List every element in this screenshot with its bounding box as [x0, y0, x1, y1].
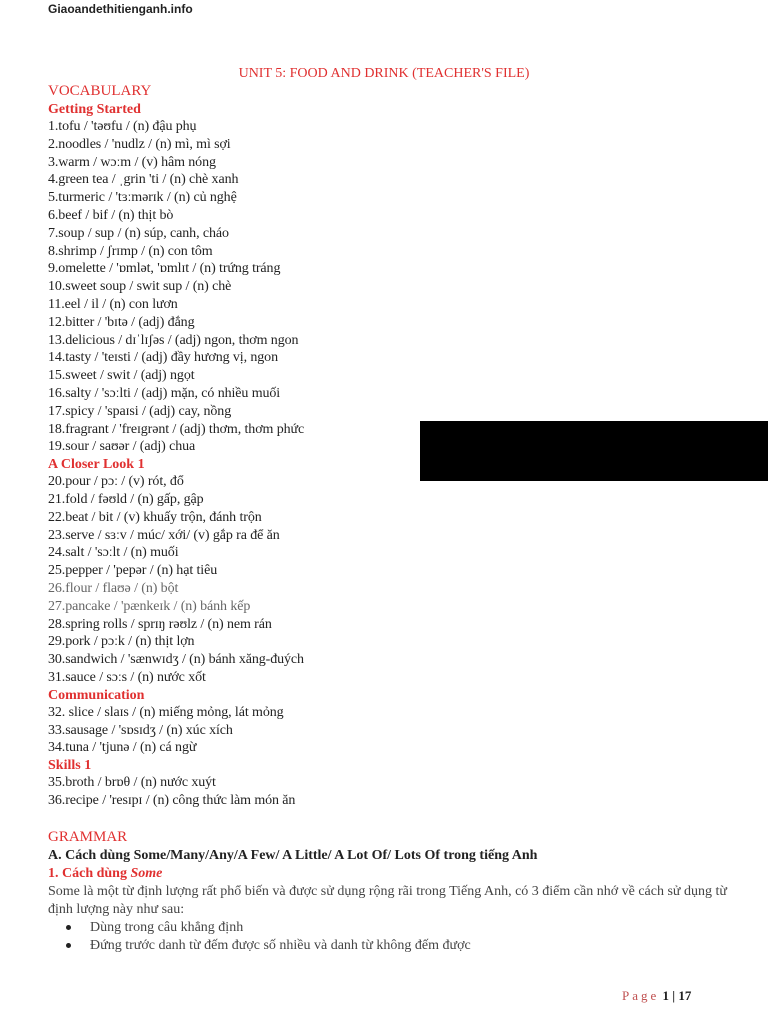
vocab-item: 29.pork / pɔːk / (n) thịt lợn: [48, 634, 195, 650]
vocab-item: 2.noodles / 'nudlz / (n) mì, mì sợi: [48, 136, 231, 152]
vocab-item: 11.eel / il / (n) con lươn: [48, 296, 178, 312]
section-heading: A Closer Look 1: [48, 457, 145, 473]
vocab-item: 23.serve / sɜːv / múc/ xới/ (v) gắp ra để ăn: [48, 527, 280, 543]
vocab-item: 27.pancake / 'pænkeɪk / (n) bánh kếp: [48, 598, 251, 614]
vocab-item: 19.sour / saʊər / (adj) chua: [48, 439, 196, 455]
vocab-item: 16.salty / 'sɔːlti / (adj) mặn, có nhiều muối: [48, 385, 281, 401]
vocab-item: 35.broth / brɒθ / (n) nước xuýt: [48, 775, 216, 791]
vocab-item: 6.beef / bif / (n) thịt bò: [48, 207, 174, 223]
vocab-item: 10.sweet soup / swit sup / (n) chè: [48, 279, 232, 295]
vocab-item: 21.fold / fəʊld / (n) gấp, gập: [48, 491, 204, 507]
vocab-item: 9.omelette / 'ɒmlət, 'ɒmlɪt / (n) trứng tráng: [48, 261, 281, 277]
vocab-item: 7.soup / sup / (n) súp, canh, cháo: [48, 225, 229, 241]
vocabulary-heading: VOCABULARY: [48, 83, 152, 99]
site-header: Giaoandethitienganh.info: [48, 2, 193, 16]
bullet-icon: [66, 943, 71, 948]
list-item: [48, 937, 748, 955]
vocab-item: 31.sauce / sɔːs / (n) nước xốt: [48, 669, 206, 685]
spacer: [48, 810, 748, 828]
vocab-item: 26.flour / flaʊə / (n) bột: [48, 580, 179, 596]
grammar-paragraph: Some là một từ định lượng rất phổ biến và được sử dụng rộng rãi trong Tiếng Anh, có 3 điểm cần nhớ về cách sử dụng từ định lượng này như sau:: [48, 883, 727, 917]
vocab-item: 25.pepper / 'pepər / (n) hạt tiêu: [48, 563, 218, 579]
section-heading: Skills 1: [48, 758, 92, 774]
vocab-list: [48, 118, 748, 456]
document-body: [48, 82, 748, 955]
vocab-item: 34.tuna / 'tjunə / (n) cá ngừ: [48, 740, 197, 756]
vocab-item: 12.bitter / 'bɪtə / (adj) đắng: [48, 314, 195, 330]
vocab-list: [48, 774, 748, 810]
bullet-list: [48, 919, 748, 955]
grammar-subsection-title: [48, 865, 748, 883]
vocab-list: [48, 704, 748, 757]
vocab-item: 30.sandwich / 'sænwɪdʒ / (n) bánh xăng-đuých: [48, 652, 304, 668]
vocab-item: 5.turmeric / 'tɜːmərɪk / (n) củ nghệ: [48, 190, 237, 206]
list-item: [48, 919, 748, 937]
subsection-prefix: 1. Cách dùng: [48, 865, 131, 881]
grammar-heading: GRAMMAR: [48, 828, 128, 845]
bullet-icon: [66, 925, 71, 930]
page-label: Page: [622, 988, 660, 1003]
vocab-item: 3.warm / wɔːm / (v) hâm nóng: [48, 154, 216, 170]
vocab-item: 22.beat / bit / (v) khuấy trộn, đánh trộn: [48, 509, 262, 525]
section-heading: Getting Started: [48, 102, 141, 117]
subsection-keyword: Some: [130, 865, 163, 881]
vocab-item: 13.delicious / dɪˈlɪʃəs / (adj) ngon, thơm ngon: [48, 332, 299, 348]
vocab-item: 4.green tea / ˌgrin 'ti / (n) chè xanh: [48, 172, 239, 188]
page-number: [622, 988, 691, 1004]
vocab-item: 15.sweet / swit / (adj) ngọt: [48, 368, 195, 384]
vocab-item: 8.shrimp / ʃrɪmp / (n) con tôm: [48, 243, 213, 259]
vocab-item: 18.fragrant / 'freɪgrənt / (adj) thơm, thơm phức: [48, 421, 305, 437]
vocab-item: 14.tasty / 'teɪsti / (adj) đầy hương vị, ngon: [48, 350, 278, 366]
bullet-text: Dùng trong câu khẳng định: [90, 919, 244, 935]
grammar-section-title: A. Cách dùng Some/Many/Any/A Few/ A Little/ A Lot Of/ Lots Of trong tiếng Anh: [48, 847, 538, 863]
page-count: 1 | 17: [662, 988, 692, 1003]
vocab-item: 20.pour / pɔː / (v) rót, đổ: [48, 474, 184, 490]
vocab-item: 36.recipe / 'resɪpɪ / (n) công thức làm món ăn: [48, 792, 296, 808]
vocab-item: 28.spring rolls / sprɪŋ rəʊlz / (n) nem rán: [48, 616, 272, 632]
vocab-item: 24.salt / 'sɔːlt / (n) muối: [48, 545, 179, 561]
vocab-item: 33.sausage / 'sɒsɪdʒ / (n) xúc xích: [48, 722, 233, 738]
redaction-box: [420, 421, 768, 481]
vocab-item: 17.spicy / 'spaɪsi / (adj) cay, nồng: [48, 403, 232, 419]
document-title: UNIT 5: FOOD AND DRINK (TEACHER'S FILE): [238, 66, 530, 81]
vocab-item: 1.tofu / 'təʊfu / (n) đậu phụ: [48, 119, 197, 134]
section-heading: Communication: [48, 687, 145, 703]
vocab-list: [48, 473, 748, 687]
bullet-text: Đứng trước danh từ đếm được số nhiều và danh từ không đếm được: [90, 937, 471, 953]
vocab-item: 32. slice / slaɪs / (n) miếng mỏng, lát mỏng: [48, 704, 284, 720]
